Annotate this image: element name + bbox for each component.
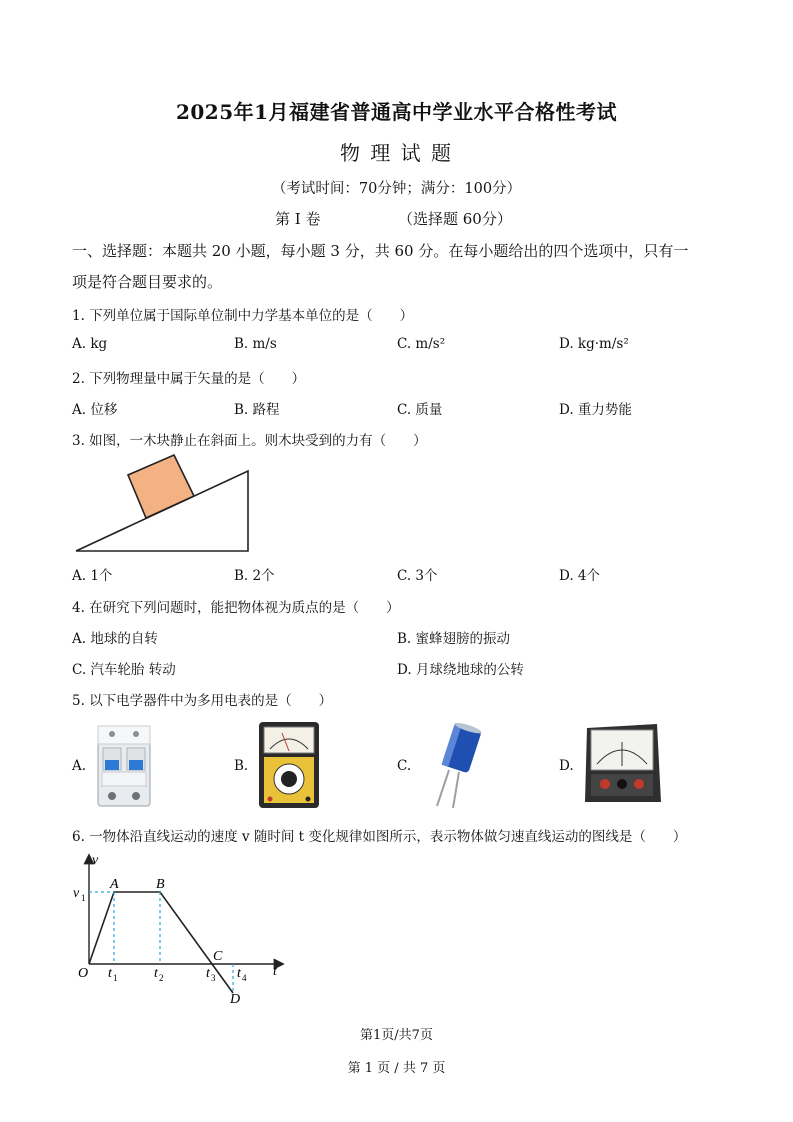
t-axis-label: t [273, 964, 277, 979]
q5-option-d[interactable]: D. [559, 758, 574, 774]
question-3-stem: 3. 如图，一木块静止在斜面上。则木块受到的力有（ ） [72, 433, 427, 449]
section-instructions-line1: 一、选择题：本题共 20 小题，每小题 3 分，共 60 分。在每小题给出的四个选项中，只有一 [72, 242, 689, 260]
origin-label: O [78, 966, 89, 981]
multimeter-image [258, 721, 320, 809]
q5-option-b[interactable]: B. [234, 758, 249, 774]
q3-option-d[interactable]: D. 4个 [559, 568, 601, 584]
q4-option-a[interactable]: A. 地球的自转 [72, 631, 158, 647]
point-c-label: C [213, 949, 223, 964]
page-footer-2: 第 1 页 / 共 7 页 [347, 1061, 446, 1076]
q4-option-d[interactable]: D. 月球绕地球的公转 [397, 662, 524, 678]
volume-note: （选择题 60分） [398, 210, 512, 228]
tick-t2-sub: 2 [159, 973, 164, 983]
v1-label: v [73, 886, 80, 901]
exam-title: 2025年1月福建省普通高中学业水平合格性考试 [175, 100, 618, 124]
q4-option-c[interactable]: C. 汽车轮胎 转动 [72, 662, 176, 678]
capacitor-image [427, 724, 487, 808]
volume-label: 第 I 卷 [275, 210, 321, 228]
velocity-time-graph [72, 850, 292, 1010]
page-footer-1: 第1页/共7页 [360, 1028, 433, 1043]
q2-option-d[interactable]: D. 重力势能 [559, 402, 632, 418]
q1-option-c[interactable]: C. m/s² [397, 336, 446, 352]
q2-option-a[interactable]: A. 位移 [72, 402, 118, 418]
v1-sub: 1 [81, 893, 86, 903]
q1-option-b[interactable]: B. m/s [234, 336, 277, 352]
q3-option-b[interactable]: B. 2个 [234, 568, 275, 584]
circuit-breaker-image [96, 722, 152, 808]
q4-option-b[interactable]: B. 蜜蜂翅膀的振动 [397, 631, 511, 647]
q2-option-c[interactable]: C. 质量 [397, 402, 443, 418]
exam-info: （考试时间：70分钟；满分：100分） [271, 181, 522, 197]
tick-t1-sub: 1 [113, 973, 118, 983]
tick-t2-label: t [154, 966, 158, 981]
point-d-label: D [230, 992, 241, 1007]
incline-figure [72, 455, 252, 555]
tick-t3-label: t [206, 966, 210, 981]
voltmeter-image [583, 722, 663, 806]
q2-option-b[interactable]: B. 路程 [234, 402, 280, 418]
question-2-stem: 2. 下列物理量中属于矢量的是（ ） [72, 371, 306, 387]
tick-t3-sub: 3 [211, 973, 216, 983]
q1-option-a[interactable]: A. kg [72, 336, 108, 352]
question-1-stem: 1. 下列单位属于国际单位制中力学基本单位的是（ ） [72, 308, 414, 324]
subject-title: 物 理 试 题 [339, 141, 454, 165]
v-axis-label: v [92, 853, 99, 868]
q3-option-c[interactable]: C. 3个 [397, 568, 438, 584]
q3-option-a[interactable]: A. 1个 [72, 568, 113, 584]
tick-t4-label: t [237, 966, 241, 981]
question-4-stem: 4. 在研究下列问题时，能把物体视为质点的是（ ） [72, 600, 400, 616]
tick-t4-sub: 4 [242, 973, 247, 983]
q5-option-a[interactable]: A. [72, 758, 87, 774]
question-6-stem: 6. 一物体沿直线运动的速度 v 随时间 t 变化规律如图所示，表示物体做匀速直线运动的图线是（ ） [72, 829, 687, 845]
section-instructions-line2: 项是符合题目要求的。 [72, 273, 223, 291]
point-a-label: A [110, 877, 119, 892]
question-5-stem: 5. 以下电学器件中为多用电表的是（ ） [72, 693, 333, 709]
tick-t1-label: t [108, 966, 112, 981]
q1-option-d[interactable]: D. kg·m/s² [559, 336, 629, 352]
q5-option-c[interactable]: C. [397, 758, 412, 774]
point-b-label: B [156, 877, 165, 892]
